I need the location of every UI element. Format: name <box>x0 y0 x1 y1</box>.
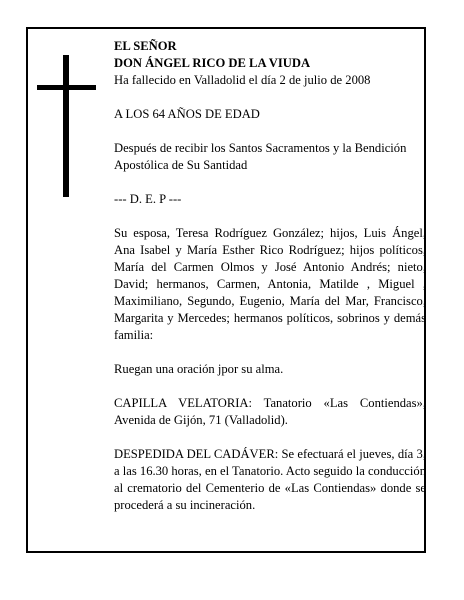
chapel-paragraph: CAPILLA VELATORIA: Tanatorio «Las Contiendas», Avenida de Gijón, 71 (Valladolid). <box>114 396 426 427</box>
rip-line: --- D. E. P --- <box>114 192 182 206</box>
family-paragraph: Su esposa, Teresa Rodríguez González; hijos, Luis Ángel, Ana Isabel y María Esther Rico Rodríguez; hijos políticos, María del Carmen Olmos y José Antonio Andrés; nieto, David; hermanos, Carmen, Antonia, Matilde , Miguel , Maximiliano, Segundo, Eugenio, María del Mar, Francisco, Margarita y Mercedes; hermanos políticos, sobrinos y demás familia: <box>114 226 426 342</box>
obituary-text <box>114 38 426 514</box>
title-line-1: EL SEÑOR <box>114 39 177 53</box>
age-line: A LOS 64 AÑOS DE EDAD <box>114 107 260 121</box>
prayer-line: Ruegan una oración jpor su alma. <box>114 362 284 376</box>
death-notice: Ha fallecido en Valladolid el día 2 de julio de 2008 <box>114 73 371 87</box>
farewell-paragraph: DESPEDIDA DEL CADÁVER: Se efectuará el jueves, día 3, a las 16.30 horas, en el Tanatorio. Acto seguido la conducción al crematorio del Cementerio de «Las Contiendas» donde se procederá a su incineración. <box>114 447 426 512</box>
deceased-name: DON ÁNGEL RICO DE LA VIUDA <box>114 56 311 70</box>
sacraments-paragraph: Después de recibir los Santos Sacramentos y la Bendición Apostólica de Su Santidad <box>114 141 407 172</box>
cross-icon-crossbar <box>37 85 96 90</box>
cross-icon <box>63 55 69 197</box>
